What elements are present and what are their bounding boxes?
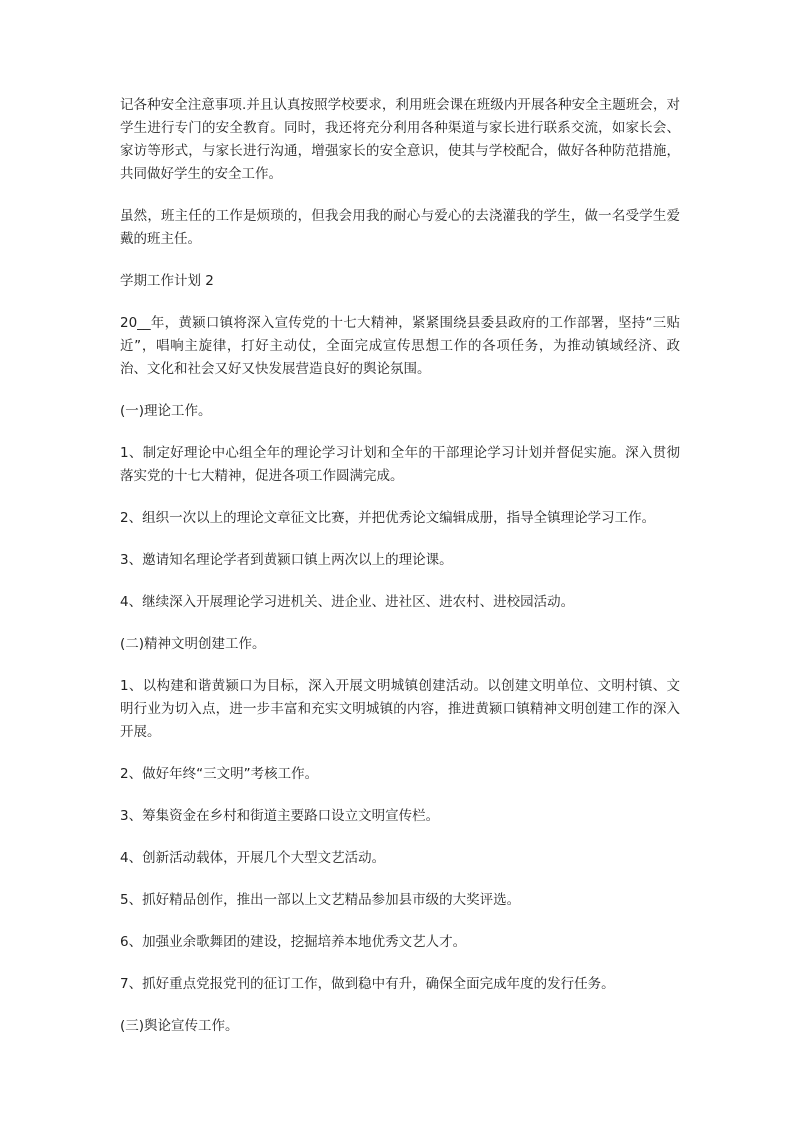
list-item-civilization-2: 2、做好年终“三文明”考核工作。 (120, 766, 319, 782)
subheading-civilization-work: (二)精神文明创建工作。 (120, 636, 266, 652)
list-item-civilization-7: 7、抓好重点党报党刊的征订工作，做到稳中有升，确保全面完成年度的发行任务。 (120, 976, 615, 992)
list-item-civilization-5: 5、抓好精品创作，推出一部以上文艺精品参加县市级的大奖评选。 (120, 892, 521, 908)
paragraph-closing: 虽然，班主任的工作是烦琐的，但我会用我的耐心与爱心的去浇灌我的学生，做一名受学生爱戴的班主任。 (120, 208, 680, 247)
list-item-theory-4: 4、继续深入开展理论学习进机关、进企业、进社区、进农村、进校园活动。 (120, 594, 575, 610)
paragraph-intro: 20__年，黄颍口镇将深入宣传党的十七大精神，紧紧围绕县委县政府的工作部署，坚持“三贴近”，唱响主旋律，打好主动仗，全面完成宣传思想工作的各项任务，为推动镇域经济、政治、文化和社会又好又快发展营造良好的舆论氛围。 (120, 315, 680, 377)
subheading-theory-work: (一)理论工作。 (120, 403, 212, 419)
subheading-publicity-work: (三)舆论宣传工作。 (120, 1018, 239, 1034)
list-item-civilization-4: 4、创新活动载体，开展几个大型文艺活动。 (120, 850, 386, 866)
section-heading-plan-2: 学期工作计划 2 (120, 273, 214, 289)
list-item-theory-1: 1、制定好理论中心组全年的理论学习计划和全年的干部理论学习计划并督促实施。深入贯彻落实党的十七大精神，促进各项工作圆满完成。 (120, 445, 680, 484)
list-item-civilization-6: 6、加强业余歌舞团的建设，挖掘培养本地优秀文艺人才。 (120, 934, 467, 950)
list-item-civilization-3: 3、筹集资金在乡村和街道主要路口设立文明宣传栏。 (120, 808, 440, 824)
document-page (120, 94, 680, 1057)
paragraph-safety-education: 记各种安全注意事项.并且认真按照学校要求，利用班会课在班级内开展各种安全主题班会，对学生进行专门的安全教育。同时，我还将充分利用各种渠道与家长进行联系交流，如家长会、家访等形式，与家长进行沟通，增强家长的安全意识，使其与学校配合，做好各种防范措施，共同做好学生的安全工作。 (120, 97, 680, 182)
list-item-theory-2: 2、组织一次以上的理论文章征文比赛，并把优秀论文编辑成册，指导全镇理论学习工作。 (120, 510, 656, 526)
list-item-theory-3: 3、邀请知名理论学者到黄颍口镇上两次以上的理论课。 (120, 552, 453, 568)
list-item-civilization-1: 1、以构建和谐黄颍口为目标，深入开展文明城镇创建活动。以创建文明单位、文明村镇、文明行业为切入点，进一步丰富和充实文明城镇的内容，推进黄颍口镇精神文明创建工作的深入开展。 (120, 678, 680, 740)
